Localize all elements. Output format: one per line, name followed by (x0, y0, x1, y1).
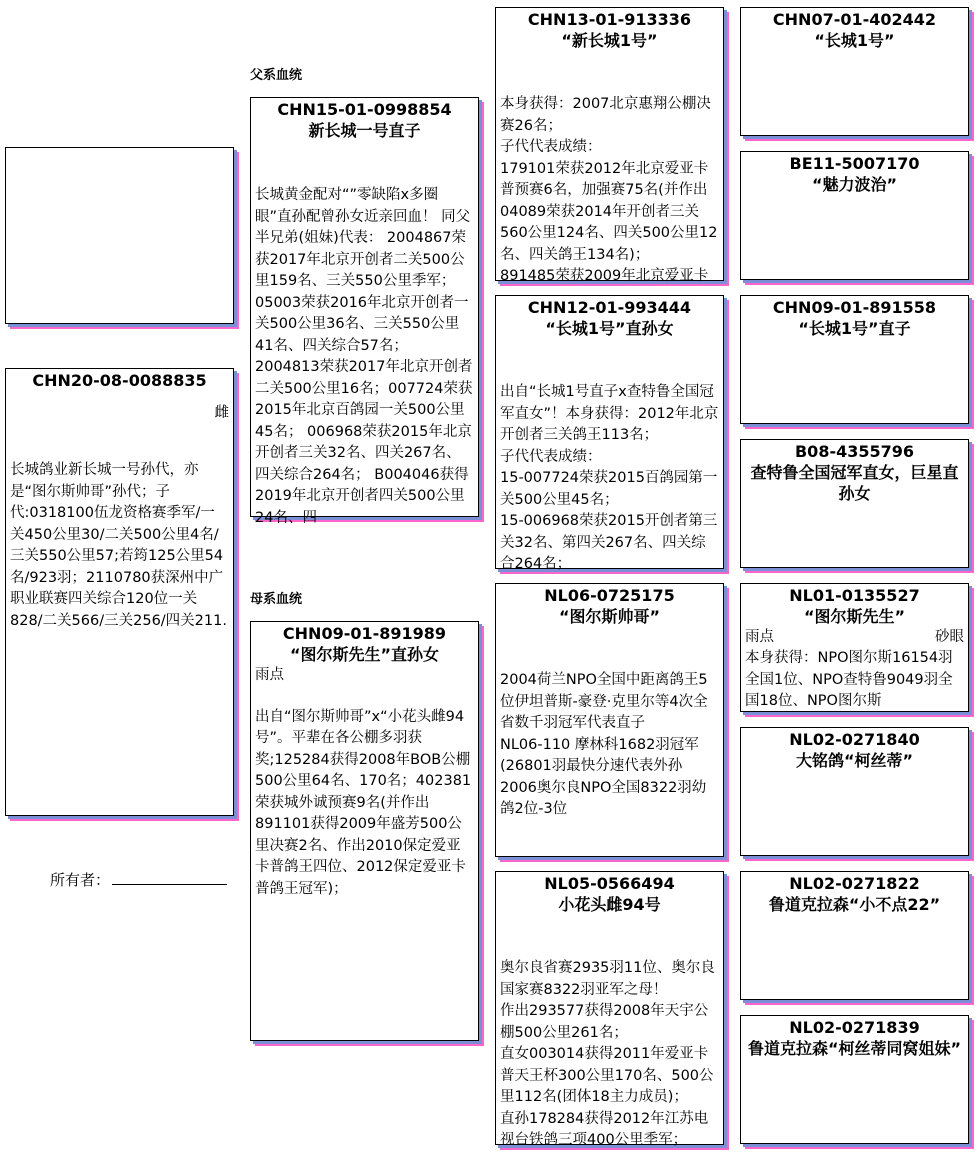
sdd-card (740, 439, 969, 568)
sdd-name: 查特鲁全国冠军直女，巨星直孙女 (750, 463, 959, 503)
ds-card (495, 583, 724, 857)
dds-card (740, 871, 969, 1000)
sire-desc: 长城黄金配对“”零缺陷x多圈眼”直孙配曾孙女近亲回血！ 同父半兄弟(姐妹)代表： 2004867荣获2017年北京开创者二关500公里159名、三关550公里季军； 05003荣获2016年北京开创者一关500公里36名、三关550公里41名、四关综合57名； 2004813荣获2017年北京开创者二关500公里16名；007724荣获2015年北京百鸽园一关500公里45名； 006968荣获2015年北京开创者三关32名、四关267名、四关综合264名； B004046获得2019年北京开创者四关500公里24名、四 (255, 187, 473, 526)
sire-ring: CHN15-01-0998854 (277, 100, 452, 119)
sire-line-label: 父系血统 (250, 68, 303, 83)
dds-ring: NL02-0271822 (789, 874, 920, 893)
subject-ring: CHN20-08-0088835 (32, 371, 207, 390)
dd-name: 小花头雌94号 (558, 895, 661, 914)
subject-card (5, 368, 234, 816)
sd-card (495, 295, 724, 572)
dam-name: “图尔斯先生”直孙女 (289, 645, 440, 664)
ds-ring: NL06-0725175 (544, 586, 675, 605)
photo-box (5, 147, 234, 324)
ss-card (495, 7, 724, 284)
dsd-card (740, 727, 969, 856)
sds-name: “长城1号”直子 (798, 319, 911, 338)
sd-name: “长城1号”直孙女 (545, 319, 674, 338)
owner-field (50, 869, 227, 890)
dds-name: 鲁道克拉森“小不点22” (768, 895, 941, 914)
dss-desc: 本身获得：NPO图尔斯16154羽全国1位、NPO查特鲁9049羽全国18位、NPO图尔斯 (745, 650, 953, 709)
sds-ring: CHN09-01-891558 (772, 298, 937, 317)
ds-desc: 2004荷兰NPO全国中距离鸽王5位伊坦普斯-豪登·克里尔等4次全省数千羽冠军代表直子 NL06-110 摩林科1682羽冠军(26801羽最快分速代表外孙 2006奥尔良NPO全国8322羽幼鸽2位-3位 (500, 672, 708, 817)
dss-card (740, 583, 969, 712)
ssd-ring: BE11-5007170 (789, 154, 920, 173)
sss-name: “长城1号” (814, 31, 895, 50)
dss-ring: NL01-0135527 (789, 586, 920, 605)
sdd-ring: B08-4355796 (794, 442, 915, 461)
ddd-name: 鲁道克拉森“柯丝蒂同窝姐妹” (747, 1039, 962, 1058)
dsd-name: 大铭鸽“柯丝蒂” (795, 751, 914, 770)
dss-name: “图尔斯先生” (803, 607, 906, 626)
ssd-card (740, 151, 969, 280)
ds-name: “图尔斯帅哥” (558, 607, 661, 626)
dam-line-label: 母系血统 (250, 592, 303, 607)
sd-desc: 出自“长城1号直子x查特鲁全国冠军直女”！本身获得：2012年北京开创者三关鸽王113名； 子代代表成绩： 15-007724荣获2015百鸽园第一关500公里45名； 15-006968荣获2015开创者第三关32名、第四关267名、四关综合264名； (500, 384, 719, 572)
ss-name: “新长城1号” (561, 31, 658, 50)
sire-card (250, 97, 479, 526)
dd-card (495, 871, 724, 1148)
dss-traits (741, 627, 968, 648)
ddd-card (740, 1015, 969, 1144)
dam-card (250, 621, 479, 1041)
dam-color: 雨点 (255, 667, 284, 683)
ss-desc: 本身获得：2007北京惠翔公棚决赛26名； 子代代表成绩： 179101荣获2012年北京爱亚卡普预赛6名，加强赛75名(并作出04089荣获2014年开创者三关560公里124名、四关500公里12名、四关鸽王134名)； 891485荣获2009年北京爱亚卡 (500, 96, 718, 284)
dsd-ring: NL02-0271840 (789, 730, 920, 749)
dd-desc: 奥尔良省赛2935羽11位、奥尔良国家赛8322羽亚军之母！ 作出293577获得2008年天宇公棚500公里261名； 直女003014获得2011年爱亚卡普天王杯300公里170名、500公里112名(团体18主力成员)； 直孙178284获得2012年江苏电视台铁鸽三项400公里季军； (500, 960, 715, 1148)
subject-sex: 雌 (214, 405, 229, 421)
dss-eye: 砂眼 (935, 629, 964, 645)
subject-desc: 长城鸽业新长城一号孙代，亦是“图尔斯帅哥”孙代；子代:0318100伍龙资格赛季军/一关450公里30/二关500公里4名/三关550公里57;若筠125公里54名/923羽；2110780获深州中广职业联赛四关综合120位一关828/二关566/三关256/四关211. (10, 462, 227, 629)
dam-desc: 出自“图尔斯帅哥”x“小花头雌94号”。平辈在各公棚多羽获奖;125284获得2008年BOB公棚500公里64名、170名；402381荣获城外诚预赛9名(并作出891101获得2009年盛芳500公里决赛2名、作出2010保定爱亚卡普鸽王四位、2012保定爱亚卡普鸽王冠军)； (255, 708, 472, 897)
owner-line (112, 872, 227, 885)
dd-ring: NL05-0566494 (544, 874, 675, 893)
owner-label: 所有者： (50, 871, 111, 889)
ssd-name: “魅力波治” (811, 175, 898, 194)
ss-ring: CHN13-01-913336 (527, 10, 692, 29)
sss-ring: CHN07-01-402442 (772, 10, 937, 29)
sire-name: 新长城一号直子 (308, 121, 421, 140)
sd-ring: CHN12-01-993444 (527, 298, 692, 317)
dss-color: 雨点 (745, 629, 774, 645)
sss-card (740, 7, 969, 136)
ddd-ring: NL02-0271839 (789, 1018, 920, 1037)
sds-card (740, 295, 969, 424)
dam-ring: CHN09-01-891989 (282, 624, 447, 643)
